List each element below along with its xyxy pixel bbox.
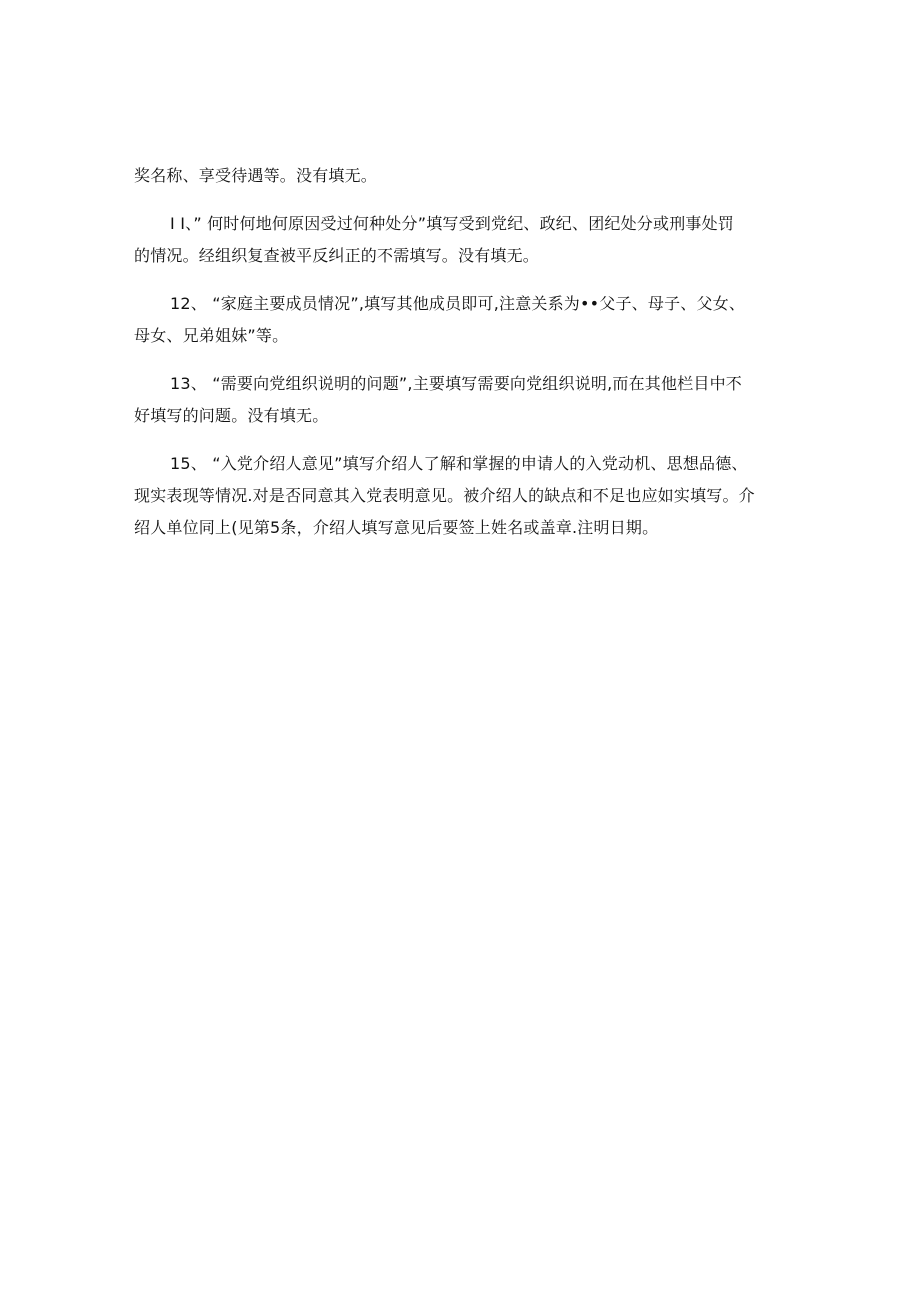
text-line: 13、 “需要向党组织说明的问题”,主要填写需要向党组织说明,而在其他栏目中不: [170, 374, 742, 393]
text-line: 的情况。经组织复查被平反纠正的不需填写。没有填无。: [134, 246, 540, 265]
text-line: 好填写的问题。没有填无。: [134, 406, 329, 425]
text-line: 15、 “入党介绍人意见”填写介绍人了解和掌握的申请人的入党动机、思想品德、: [170, 454, 748, 473]
text-line: 现实表现等情况.对是否同意其入党表明意见。被介绍人的缺点和不足也应如实填写。介: [134, 486, 755, 505]
text-line: I I、” 何时何地何原因受过何种处分”填写受到党纪、政纪、团纪处分或刑事处罚: [170, 214, 734, 233]
text-line: 绍人单位同上(见第5条，介绍人填写意见后要签上姓名或盖章.注明日期。: [134, 518, 659, 537]
paragraph-award-continuation: [134, 166, 786, 186]
text-line: 母女、兄弟姐妹”等。: [134, 326, 289, 345]
text-line: 12、 “家庭主要成员情况”,填写其他成员即可,注意关系为••父子、母子、父女、: [170, 294, 746, 313]
paragraph-item-11-punishment: [134, 214, 786, 266]
paragraph-item-13-party-explanation: [134, 374, 786, 426]
text-line: 奖名称、享受待遇等。没有填无。: [134, 166, 378, 185]
document-body: [134, 166, 786, 538]
paragraph-item-12-family-members: [134, 294, 786, 346]
paragraph-item-15-introducer-opinion: [134, 454, 786, 538]
